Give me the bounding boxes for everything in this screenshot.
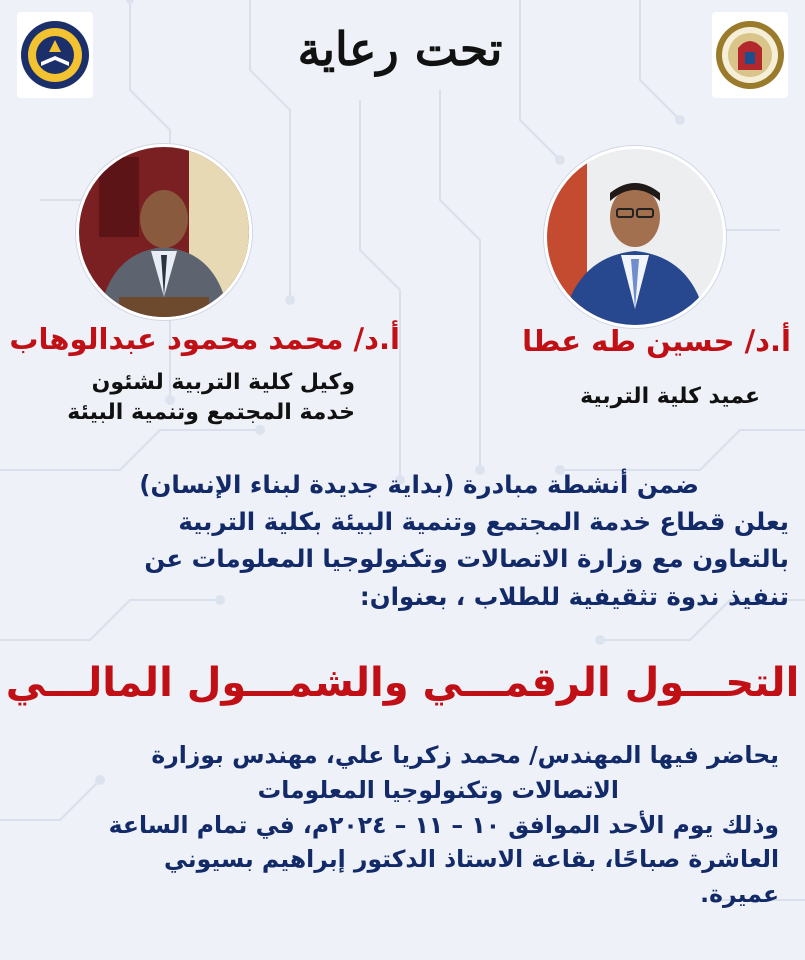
- details-line4: العاشرة صباحًا، بقاعة الاستاذ الدكتور إبراهيم بسيوني: [164, 845, 779, 874]
- seminar-title: التحـــول الرقمـــي والشمـــول المالـــي: [5, 660, 800, 706]
- announcement-line3: بالتعاون مع وزارة الاتصالات وتكنولوجيا المعلومات عن: [144, 544, 789, 574]
- announcement-line1: ضمن أنشطة مبادرة (بداية جديدة لبناء الإنسان): [139, 470, 699, 499]
- announcement-text: [18, 466, 789, 615]
- announcement-line2: يعلن قطاع خدمة المجتمع وتنمية البيئة بكلية التربية: [178, 507, 789, 537]
- details-line3: وذلك يوم الأحد الموافق ١٠ – ١١ – ٢٠٢٤م، في تمام الساعة: [108, 810, 779, 839]
- dean-name: أ.د/ حسين طه عطا: [522, 324, 791, 358]
- vice-dean-name: أ.د/ محمد محمود عبدالوهاب: [9, 322, 400, 356]
- university-logo: [712, 12, 788, 98]
- faculty-logo: [17, 12, 93, 98]
- vice-dean-role: [15, 368, 355, 427]
- seminar-details: [18, 738, 779, 912]
- dean-role-line1: عميد كلية التربية: [580, 384, 760, 409]
- vice-dean-role-line2: خدمة المجتمع وتنمية البيئة: [67, 399, 355, 425]
- details-line1: يحاضر فيها المهندس/ محمد زكريا علي، مهندس بوزارة: [151, 741, 779, 769]
- details-line2: الاتصالات وتكنولوجيا المعلومات: [257, 775, 619, 804]
- patronage-heading: تحت رعاية: [297, 22, 503, 76]
- dean-photo: [544, 146, 726, 328]
- dean-role: [500, 382, 760, 412]
- vice-dean-role-line1: وكيل كلية التربية لشئون: [91, 370, 355, 395]
- announcement-line4: تنفيذ ندوة تثقيفية للطلاب ، بعنوان:: [359, 581, 789, 611]
- vice-dean-photo: [76, 144, 252, 320]
- details-line5: عميرة.: [700, 880, 779, 909]
